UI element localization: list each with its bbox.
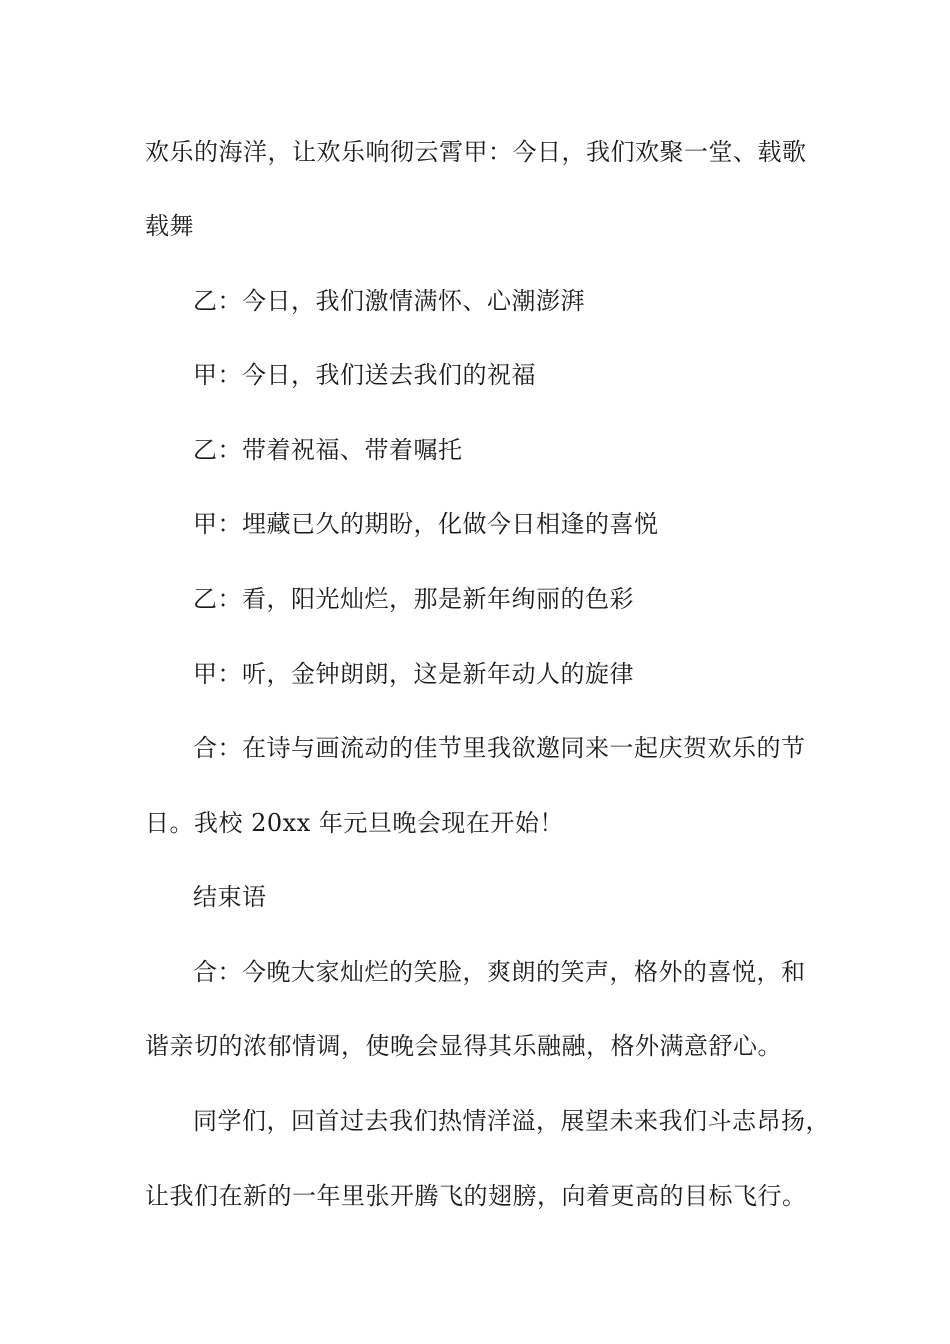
dialogue-line: 乙：带着祝福、带着嘱托 <box>193 436 463 464</box>
paragraph-line: 让我们在新的一年里张开腾飞的翅膀，向着更高的目标飞行。 <box>145 1182 807 1210</box>
dialogue-line: 合：在诗与画流动的佳节里我欲邀同来一起庆贺欢乐的节 <box>193 734 806 762</box>
section-heading: 结束语 <box>193 883 267 911</box>
paragraph-line: 同学们，回首过去我们热情洋溢，展望未来我们斗志昂扬， <box>193 1107 830 1135</box>
paragraph-line: 日。我校 20xx 年元旦晚会现在开始！ <box>145 809 564 837</box>
paragraph-line: 欢乐的海洋，让欢乐响彻云霄甲：今日，我们欢聚一堂、载歌 <box>145 138 807 166</box>
dialogue-line: 甲：埋藏已久的期盼，化做今日相逢的喜悦 <box>193 510 659 538</box>
paragraph-line: 载舞 <box>145 212 194 240</box>
paragraph-line: 谐亲切的浓郁情调，使晚会显得其乐融融，格外满意舒心。 <box>145 1032 782 1060</box>
dialogue-line: 甲：今日，我们送去我们的祝福 <box>193 361 536 389</box>
dialogue-line: 乙：今日，我们激情满怀、心潮澎湃 <box>193 287 585 315</box>
dialogue-line: 合：今晚大家灿烂的笑脸，爽朗的笑声，格外的喜悦，和 <box>193 958 806 986</box>
dialogue-line: 乙：看，阳光灿烂，那是新年绚丽的色彩 <box>193 585 634 613</box>
dialogue-line: 甲：听，金钟朗朗，这是新年动人的旋律 <box>193 660 634 688</box>
